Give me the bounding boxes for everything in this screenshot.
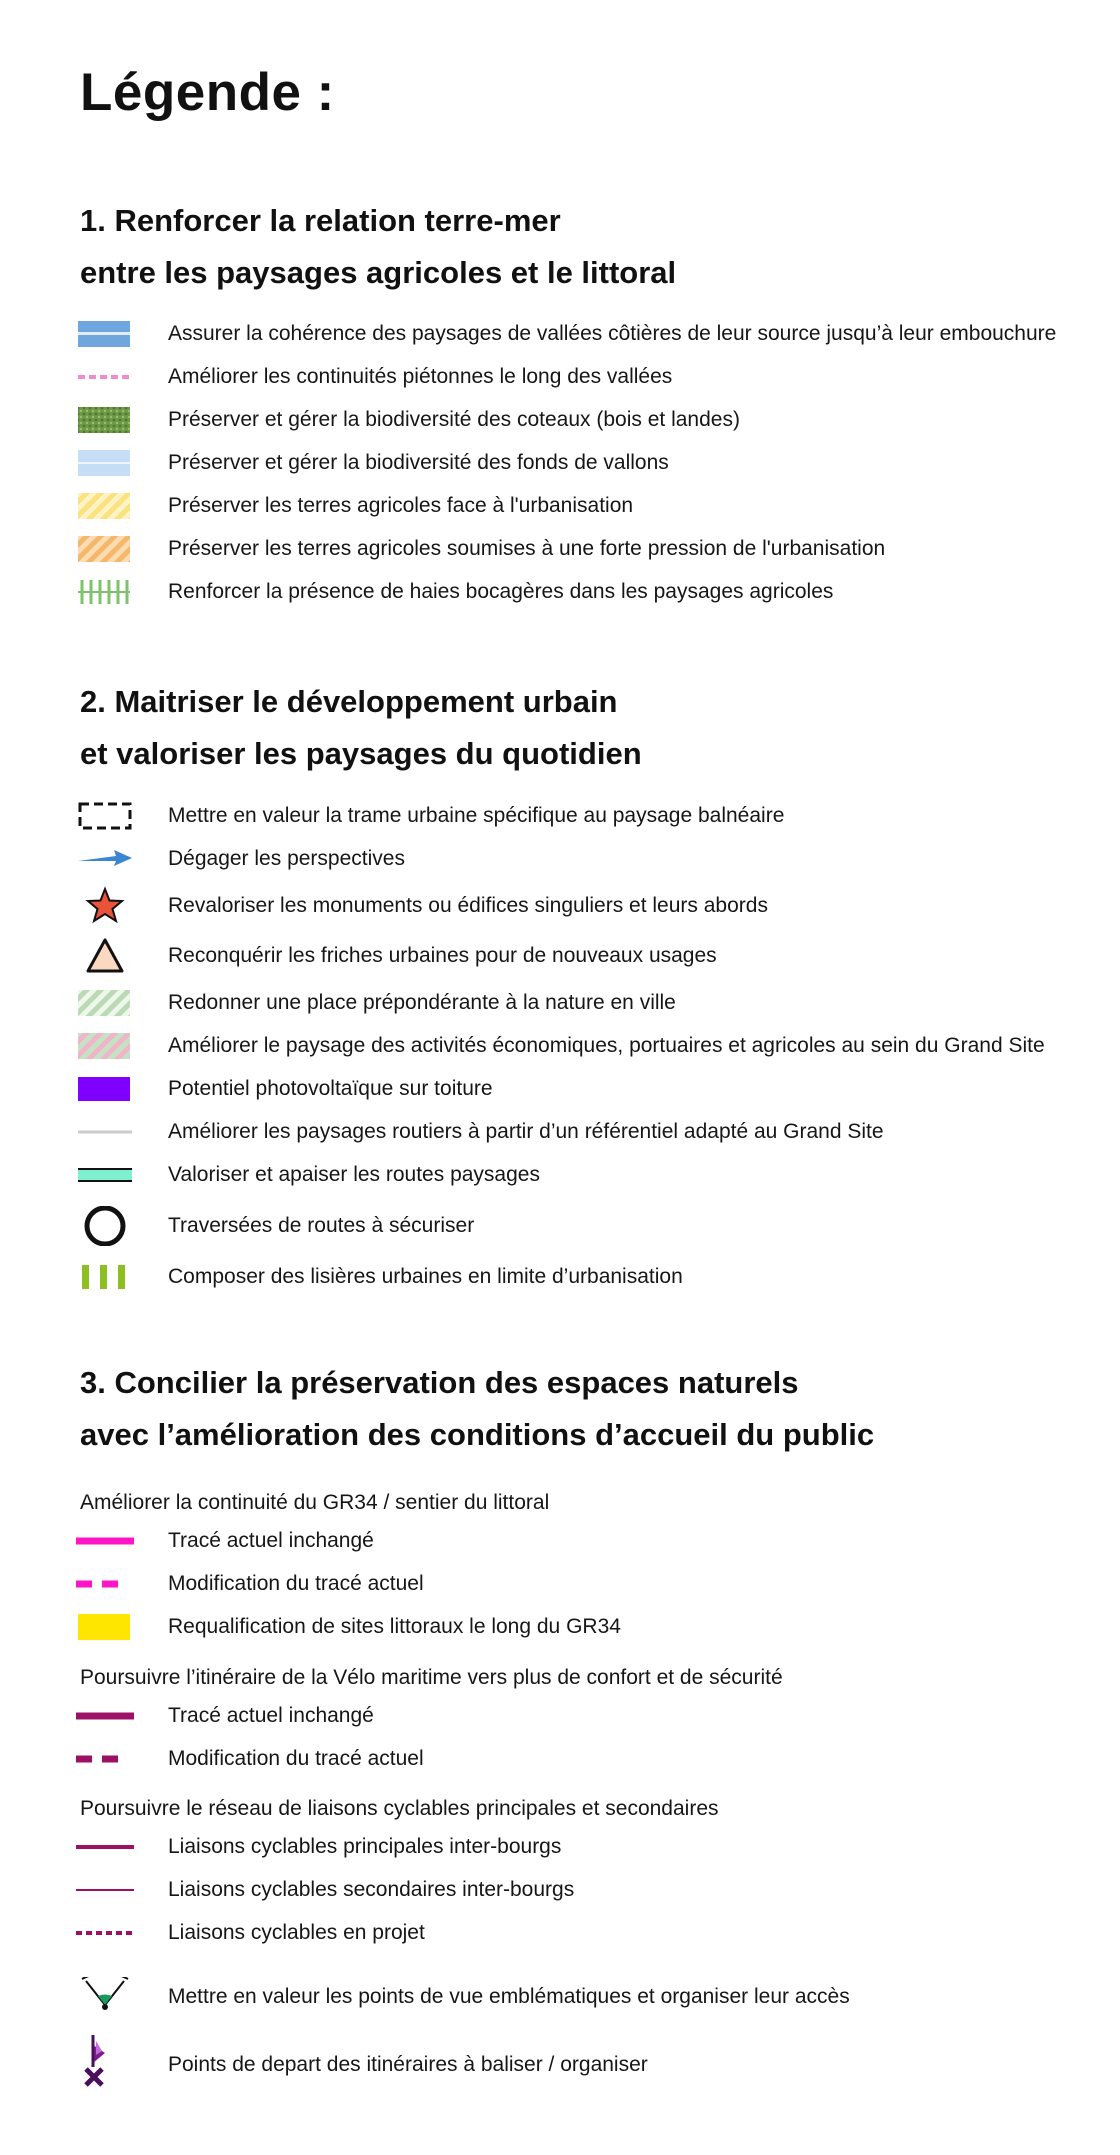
- section-3-title: 3. Concilier la préservation des espaces naturels avec l’amélioration des conditions d’accueil du public: [80, 1365, 875, 1452]
- green-hatch-patch-icon: [76, 983, 136, 1023]
- mint-road-icon: [76, 1155, 136, 1195]
- green-bars-icon: [76, 1257, 136, 1297]
- legend-item-valley-floor-biodiversity: Préserver et gérer la biodiversité des fonds de vallons: [76, 443, 1100, 483]
- dashed-rectangle-icon: [76, 796, 136, 836]
- legend-item-cycle-main: Liaisons cyclables principales inter-bourgs: [76, 1827, 1100, 1867]
- subgroup-velo-maritime-title: Poursuivre l’itinéraire de la Vélo maritime vers plus de confort et de sécurité: [80, 1666, 783, 1689]
- yellow-hatch-patch-icon: [76, 486, 136, 526]
- orange-hatch-patch-icon: [76, 529, 136, 569]
- legend-item-landscape-roads: Valoriser et apaiser les routes paysages: [76, 1155, 1100, 1195]
- magenta-thick-line-icon: [76, 1521, 136, 1561]
- legend-item-farmland-urbanisation: Préserver les terres agricoles face à l'urbanisation: [76, 486, 1100, 526]
- legend-item-coastal-valleys: Assurer la cohérence des paysages de vallées côtières de leur source jusqu’à leur embouchure: [76, 314, 1100, 354]
- purple-medium-line-icon: [76, 1827, 136, 1867]
- blue-double-band-icon: [76, 314, 136, 354]
- legend-item-gr34-coastal-sites: Requalification de sites littoraux le long du GR34: [76, 1607, 1100, 1647]
- legend-item-nature-in-city: Redonner une place prépondérante à la nature en ville: [76, 983, 1100, 1023]
- legend-item-perspectives: Dégager les perspectives: [76, 839, 1100, 879]
- subgroup-cycle-network-title: Poursuivre le réseau de liaisons cyclables principales et secondaires: [80, 1797, 719, 1820]
- circle-icon: [76, 1206, 136, 1246]
- triangle-icon: [76, 936, 136, 976]
- page-title: Légende :: [80, 63, 335, 122]
- hedge-ticks-icon: [76, 572, 136, 612]
- legend-item-velo-unchanged: Tracé actuel inchangé: [76, 1696, 1100, 1736]
- legend-item-viewpoints: Mettre en valeur les points de vue emblématiques et organiser leur accès: [76, 1977, 1100, 2017]
- legend-item-urban-wasteland: Reconquérir les friches urbaines pour de nouveaux usages: [76, 936, 1100, 976]
- purple-thick-line-icon: [76, 1696, 136, 1736]
- magenta-dashed-line-icon: [76, 1564, 136, 1604]
- viewpoint-icon: [76, 1977, 136, 2017]
- light-blue-patch-icon: [76, 443, 136, 483]
- pink-dashed-line-icon: [76, 357, 136, 397]
- blue-arrow-icon: [76, 839, 136, 879]
- legend-item-hillside-biodiversity: Préserver et gérer la biodiversité des coteaux (bois et landes): [76, 400, 1100, 440]
- violet-rectangle-icon: [76, 1069, 136, 1109]
- section-2-title: 2. Maitriser le développement urbain et valoriser les paysages du quotidien: [80, 684, 642, 771]
- star-icon: [76, 886, 136, 926]
- legend-item-starting-points: Points de depart des itinéraires à baliser / organiser: [76, 2045, 1100, 2085]
- legend-item-gr34-unchanged: Tracé actuel inchangé: [76, 1521, 1100, 1561]
- section-1-title: 1. Renforcer la relation terre-mer entre les paysages agricoles et le littoral: [80, 203, 677, 290]
- legend-item-cycle-secondary: Liaisons cyclables secondaires inter-bourgs: [76, 1870, 1100, 1910]
- legend-item-pedestrian-continuity: Améliorer les continuités piétonnes le long des vallées: [76, 357, 1100, 397]
- legend-item-road-crossings: Traversées de routes à sécuriser: [76, 1206, 1100, 1246]
- subgroup-gr34-title: Améliorer la continuité du GR34 / sentier du littoral: [80, 1491, 550, 1514]
- yellow-rectangle-icon: [76, 1607, 136, 1647]
- legend-item-urban-edges: Composer des lisières urbaines en limite d’urbanisation: [76, 1257, 1100, 1297]
- legend-item-economic-activities: Améliorer le paysage des activités économiques, portuaires et agricoles au sein du Grand Site: [76, 1026, 1100, 1066]
- grey-line-icon: [76, 1112, 136, 1152]
- purple-dotted-line-icon: [76, 1913, 136, 1953]
- legend-item-velo-modified: Modification du tracé actuel: [76, 1739, 1100, 1779]
- green-textured-patch-icon: [76, 400, 136, 440]
- purple-dashed-line-icon: [76, 1739, 136, 1779]
- legend-item-farmland-strong-pressure: Préserver les terres agricoles soumises à une forte pression de l'urbanisation: [76, 529, 1100, 569]
- legend-item-urban-fabric: Mettre en valeur la trame urbaine spécifique au paysage balnéaire: [76, 796, 1100, 836]
- legend-item-photovoltaic: Potentiel photovoltaïque sur toiture: [76, 1069, 1100, 1109]
- pink-green-hatch-patch-icon: [76, 1026, 136, 1066]
- legend-item-cycle-project: Liaisons cyclables en projet: [76, 1913, 1100, 1953]
- flag-icon: [76, 2031, 136, 2091]
- legend-item-hedges: Renforcer la présence de haies bocagères dans les paysages agricoles: [76, 572, 1100, 612]
- purple-thin-line-icon: [76, 1870, 136, 1910]
- legend-item-road-landscapes: Améliorer les paysages routiers à partir d’un référentiel adapté au Grand Site: [76, 1112, 1100, 1152]
- legend-item-gr34-modified: Modification du tracé actuel: [76, 1564, 1100, 1604]
- legend-item-monuments: Revaloriser les monuments ou édifices singuliers et leurs abords: [76, 886, 1100, 926]
